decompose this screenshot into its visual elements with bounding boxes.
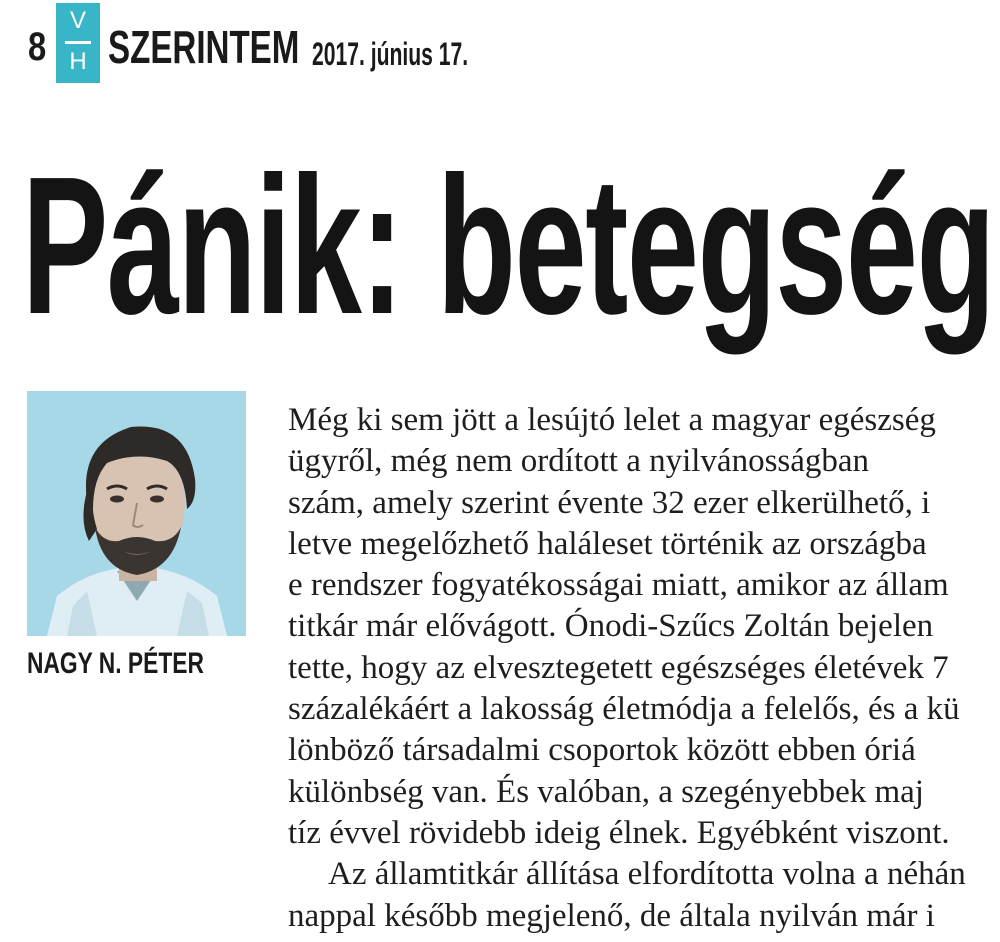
logo-letter-bottom: H <box>69 48 87 75</box>
issue-date: 2017. június 17. <box>312 36 469 72</box>
author-name: NAGY N. PÉTER <box>27 647 204 680</box>
article-line: Az államtitkár állítása elfordította volna a néhán <box>328 856 966 893</box>
article-line: szám, amely szerint évente 32 ezer elkerülhető, i <box>288 484 931 521</box>
logo-letter-top: V <box>69 7 86 34</box>
article-body <box>288 400 1000 942</box>
article-line: nappal később megjelenő, de általa nyilván már i <box>288 897 935 934</box>
article-line: százalékáért a lakosság életmódja a felelős, és a kü <box>288 691 960 728</box>
author-photo <box>27 391 246 636</box>
author-portrait-icon <box>27 391 246 636</box>
article-line: lönböző társadalmi csoportok között ebben óriá <box>288 732 916 769</box>
article-line: különbség van. És valóban, a szegényebbek maj <box>288 773 924 810</box>
article-line: e rendszer fogyatékosságai miatt, amikor az állam <box>288 567 949 604</box>
article-line: ügyről, még nem ordított a nyilvánosságban <box>288 443 870 480</box>
article-line: tette, hogy az elvesztegetett egészséges életévek 7 <box>288 649 949 686</box>
section-title: SZERINTEM <box>108 21 300 73</box>
article-line: tíz évvel rövidebb ideig élnek. Egyébként viszont. <box>288 814 950 851</box>
article-line: Még ki sem jött a lesújtó lelet a magyar egészség <box>288 402 936 438</box>
article-line: letve megelőzhető haláleset történik az országba <box>288 525 927 562</box>
page-number: 8 <box>28 25 47 69</box>
logo-divider <box>65 41 91 44</box>
page-header <box>28 3 1000 85</box>
vh-logo <box>56 3 100 83</box>
headline: Pánik: betegség <box>22 136 995 355</box>
article-line: titkár már elővágott. Ónodi-Szűcs Zoltán bejelen <box>288 608 934 645</box>
